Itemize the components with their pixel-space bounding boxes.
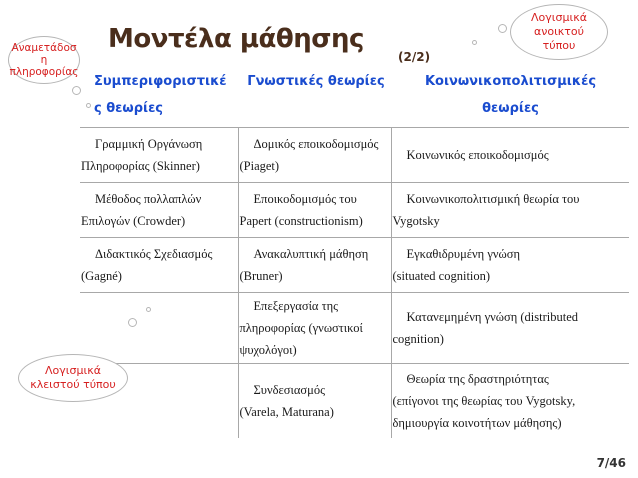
callout-line: ανοικτού [533,25,585,38]
thought-bubble-dot [86,103,91,108]
thought-bubble-dot [498,24,507,33]
thought-bubble-dot [472,40,477,45]
table-cell [80,293,238,364]
cell-line: Δομικός εποικοδομισμός [253,137,379,151]
header-behaviorist [80,68,240,122]
cell-line: (Gagné) [81,269,122,283]
cell-line: ψυχολόγοι) [239,343,297,357]
callout-open-source [510,4,608,60]
slide-title-number: (2/2) [398,50,431,64]
callout-line: Αναμετάδοσ [11,42,77,54]
table-cell [238,128,391,183]
thought-bubble-dot [146,307,151,312]
cell-line: Θεωρία της δραστηριότητας [406,371,549,386]
cell-line: Μέθοδος πολλαπλών [95,192,202,206]
header-behaviorist-line2: ς θεωρίες [94,101,164,116]
table-row [80,364,629,438]
thought-bubble-dot [72,86,81,95]
thought-bubble-dot [128,318,137,327]
cell-line: πληροφορίας (γνωστικοί [239,321,363,335]
cell-line: Εποικοδομισμός του [253,192,357,206]
cell-line: Επεξεργασία της [253,299,339,313]
header-cognitive [240,68,392,95]
cell-line: (Piaget) [239,159,280,173]
cell-line: (situated cognition) [392,269,491,283]
cell-line: Κοινωνικοπολιτισμική θεωρία του [406,192,580,206]
table-cell [80,183,238,238]
cell-line: Κατανεμημένη γνώση (distributed [406,310,579,324]
table-cell [391,183,629,238]
table-cell [391,128,629,183]
cell-line: Εγκαθιδρυμένη γνώση [406,247,521,261]
table-row [80,238,629,293]
header-sociocultural-line2: θεωρίες [482,101,539,116]
table-cell [238,183,391,238]
cell-line: Γραμμική Οργάνωση [95,137,203,151]
table-cell [238,293,391,364]
cell-line: (επίγονοι της θεωρίας του Vygotsky, [392,393,576,408]
callout-info-transmission [8,36,80,84]
header-behaviorist-line1: Συμπεριφοριστικέ [94,74,227,89]
theories-table [80,127,629,438]
callout-line: Λογισμικά [531,11,587,24]
table-cell [238,238,391,293]
table-cell [391,238,629,293]
cell-line: Συνδεσιασμός [253,382,326,397]
table-cell [80,238,238,293]
callout-line: τύπου [542,39,576,52]
callout-line: κλειστού τύπου [30,378,116,391]
callout-line: πληροφορίας [9,66,79,78]
callout-line: Λογισμικά [45,364,101,377]
cell-line: Επιλογών (Crowder) [81,214,186,228]
header-sociocultural-line1: Κοινωνικοπολιτισμικές [424,74,597,89]
header-cognitive-line1: Γνωστικές θεωρίες [247,74,385,89]
header-sociocultural [392,68,629,122]
table-cell [80,128,238,183]
cell-line: δημιουργία κοινοτήτων μάθησης) [392,415,562,430]
cell-line: Κοινωνικός εποικοδομισμός [406,148,549,162]
table-row [80,293,629,364]
cell-line: Ανακαλυπτική μάθηση [253,247,369,261]
table-cell [391,293,629,364]
callout-line: η [40,54,48,66]
cell-line: (Bruner) [239,269,283,283]
cell-line: Vygotsky [392,214,440,228]
slide-title: Μοντέλα μάθησης [108,24,364,54]
callout-closed-source [18,354,128,402]
cell-line: Πληροφορίας (Skinner) [81,159,200,173]
table-row [80,128,629,183]
table-row [80,183,629,238]
cell-line: cognition) [392,332,444,346]
table-cell [238,364,391,438]
page-number: 7/46 [596,456,626,470]
cell-line: Papert (constructionism) [239,214,363,228]
cell-line: (Varela, Maturana) [239,404,334,419]
table-cell [391,364,629,438]
cell-line: Διδακτικός Σχεδιασμός [95,247,213,261]
